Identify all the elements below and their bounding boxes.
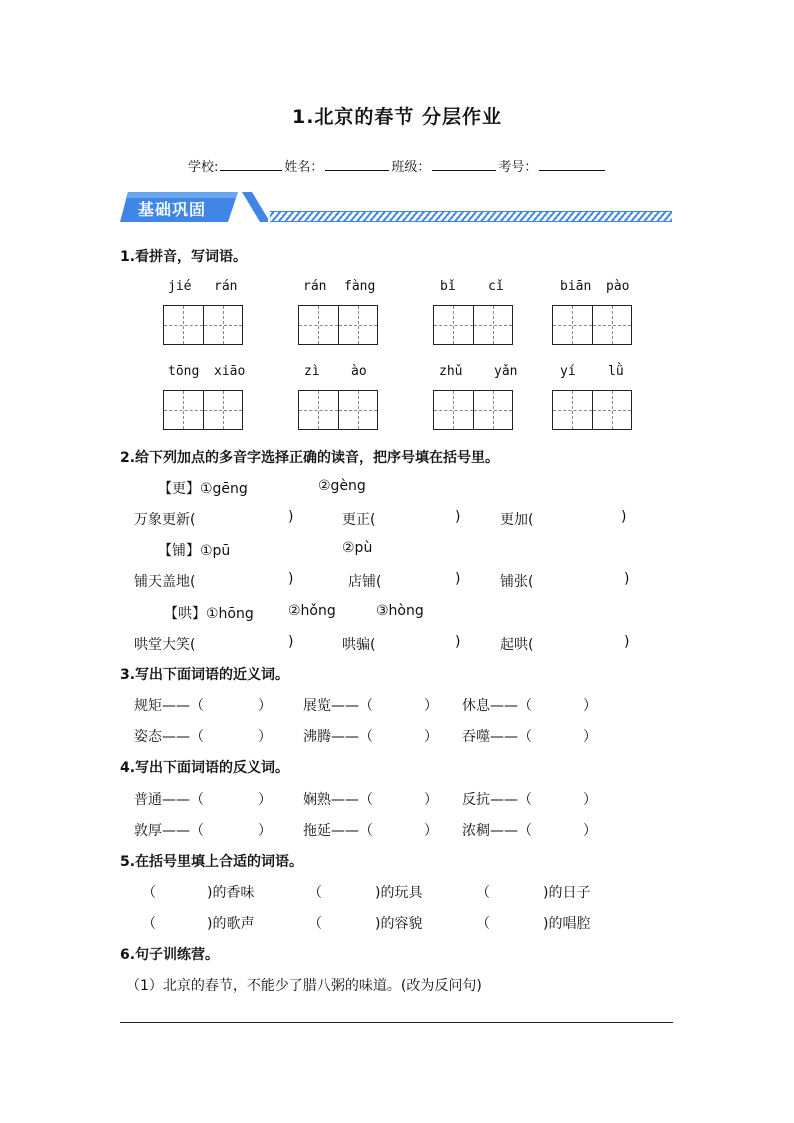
pinyin-row-2 — [0, 364, 794, 380]
pinyin: ào — [351, 364, 367, 379]
pinyin: cǐ — [488, 279, 504, 294]
sentence-item: （1）北京的春节，不能少了腊八粥的味道。(改为反问句) — [126, 978, 482, 994]
pinyin: biān — [560, 279, 592, 294]
answer-close: ) — [624, 571, 630, 587]
synonym-item: 沸腾——（ — [303, 729, 373, 745]
question-1-heading: 1.看拼音，写词语。 — [120, 249, 248, 265]
pinyin-row-1 — [0, 279, 794, 295]
pinyin: rán — [214, 279, 238, 294]
answer-close: ) — [624, 634, 630, 650]
writing-grid[interactable] — [298, 305, 378, 345]
answer-line[interactable] — [120, 1022, 673, 1023]
exam-no-field[interactable] — [539, 156, 605, 171]
pinyin: bǐ — [440, 279, 456, 294]
writing-grid[interactable] — [552, 305, 632, 345]
answer-close: ) — [455, 571, 461, 587]
school-field[interactable] — [220, 156, 282, 171]
answer-item: 哄堂大笑( — [134, 637, 196, 653]
answer-item: 万象更新( — [134, 512, 196, 528]
antonym-item: 敦厚——（ — [134, 823, 204, 839]
page-title: 1.北京的春节 分层作业 — [291, 106, 503, 128]
polyphone-options: ②pù — [342, 540, 373, 556]
fill-item: )的歌声 — [207, 916, 255, 932]
banner-stripes — [270, 211, 672, 222]
answer-close: ） — [424, 823, 438, 839]
student-info-line — [188, 156, 607, 175]
polyphone-options: ②gèng — [318, 478, 366, 494]
fill-item: )的容貌 — [375, 916, 423, 932]
answer-close: ） — [424, 698, 438, 714]
answer-item: 更加( — [500, 512, 534, 528]
answer-close: ) — [455, 509, 461, 525]
antonym-item: 反抗——（ — [462, 792, 532, 808]
writing-grid[interactable] — [298, 390, 378, 430]
answer-item: 铺张( — [500, 574, 534, 590]
section-banner-text: 基础巩固 — [138, 200, 207, 219]
answer-open: （ — [476, 885, 490, 901]
answer-close: ) — [621, 509, 627, 525]
answer-close: ） — [258, 729, 272, 745]
pinyin: zì — [304, 364, 320, 379]
answer-close: ） — [424, 729, 438, 745]
question-4-heading: 4.写出下面词语的反义词。 — [120, 760, 290, 776]
answer-item: 铺天盖地( — [134, 574, 196, 590]
fill-item: )的日子 — [543, 885, 591, 901]
answer-item: 哄骗( — [342, 637, 376, 653]
school-label: 学校: — [188, 160, 219, 175]
polyphone-options: 【哄】①hōng — [164, 606, 254, 622]
answer-item: 店铺( — [348, 574, 382, 590]
writing-grid[interactable] — [433, 390, 513, 430]
answer-open: （ — [308, 885, 322, 901]
writing-grid[interactable] — [163, 390, 243, 430]
answer-open: （ — [142, 916, 156, 932]
question-2-heading: 2.给下列加点的多音字选择正确的读音，把序号填在括号里。 — [120, 450, 500, 466]
answer-close: ） — [583, 698, 597, 714]
fill-item: )的玩具 — [375, 885, 423, 901]
section-banner — [120, 190, 680, 226]
synonym-item: 规矩——（ — [134, 698, 204, 714]
polyphone-options: ③hòng — [376, 603, 424, 619]
question-6-heading: 6.句子训练营。 — [120, 947, 220, 963]
synonym-item: 吞噬——（ — [462, 729, 532, 745]
antonym-item: 普通——（ — [134, 792, 204, 808]
polyphone-options: 【更】①gēng — [158, 481, 248, 497]
answer-close: ） — [258, 823, 272, 839]
fill-item: )的唱腔 — [543, 916, 591, 932]
answer-close: ) — [455, 634, 461, 650]
pinyin: rán — [303, 279, 327, 294]
exam-no-label: 考号： — [498, 160, 538, 175]
answer-open: （ — [476, 916, 490, 932]
pinyin: yí — [560, 364, 576, 379]
pinyin: yǎn — [494, 364, 518, 379]
pinyin: jié — [168, 279, 192, 294]
answer-open: （ — [142, 885, 156, 901]
answer-close: ） — [583, 792, 597, 808]
writing-grid[interactable] — [552, 390, 632, 430]
answer-close: ） — [583, 823, 597, 839]
pinyin: zhǔ — [439, 364, 463, 379]
answer-item: 更正( — [342, 512, 376, 528]
class-label: 班级： — [391, 160, 431, 175]
answer-close: ） — [424, 792, 438, 808]
name-field[interactable] — [325, 156, 389, 171]
pinyin: tōng — [168, 364, 200, 379]
antonym-item: 娴熟——（ — [303, 792, 373, 808]
answer-close: ) — [288, 571, 294, 587]
class-field[interactable] — [432, 156, 496, 171]
question-5-heading: 5.在括号里填上合适的词语。 — [120, 854, 304, 870]
answer-open: （ — [308, 916, 322, 932]
pinyin: lǜ — [608, 364, 624, 379]
synonym-item: 姿态——（ — [134, 729, 204, 745]
pinyin: pào — [606, 279, 630, 294]
answer-close: ） — [258, 792, 272, 808]
writing-grid[interactable] — [163, 305, 243, 345]
antonym-item: 拖延——（ — [303, 823, 373, 839]
polyphone-options: 【铺】①pū — [158, 543, 231, 559]
answer-item: 起哄( — [500, 637, 534, 653]
fill-item: )的香味 — [207, 885, 255, 901]
pinyin: xiāo — [214, 364, 246, 379]
answer-close: ） — [258, 698, 272, 714]
question-3-heading: 3.写出下面词语的近义词。 — [120, 667, 290, 683]
answer-close: ) — [288, 509, 294, 525]
polyphone-options: ②hǒng — [288, 603, 336, 619]
answer-close: ) — [288, 634, 294, 650]
antonym-item: 浓稠——（ — [462, 823, 532, 839]
pinyin: fàng — [344, 279, 376, 294]
writing-grid[interactable] — [433, 305, 513, 345]
synonym-item: 休息——（ — [462, 698, 532, 714]
synonym-item: 展览——（ — [303, 698, 373, 714]
name-label: 姓名： — [284, 160, 324, 175]
answer-close: ） — [583, 729, 597, 745]
